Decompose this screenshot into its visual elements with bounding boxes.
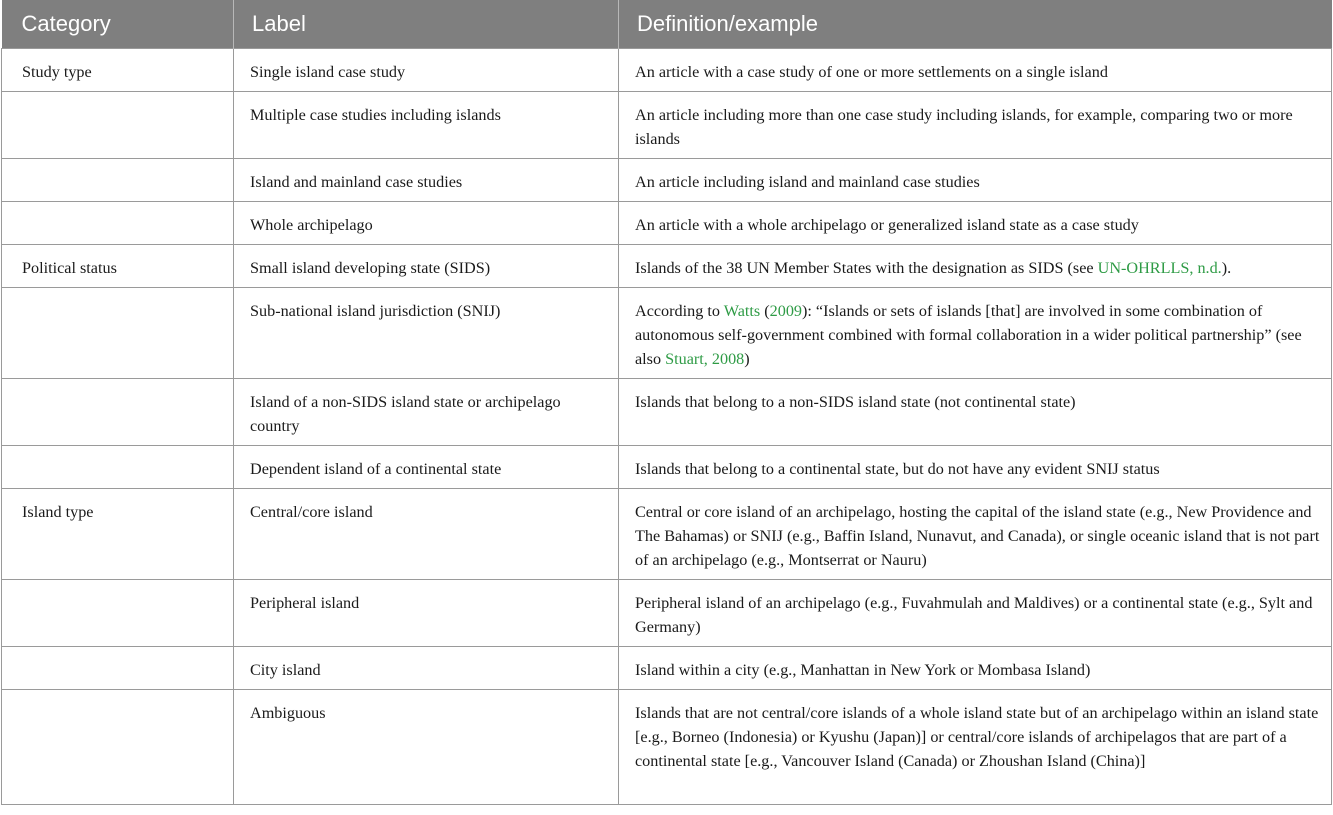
- table-header: [2, 0, 1332, 49]
- cell-category: [2, 580, 234, 647]
- cell-label: Ambiguous: [234, 690, 619, 805]
- table-row: [2, 159, 1332, 202]
- table-row: [2, 489, 1332, 580]
- cell-definition: [619, 245, 1332, 288]
- table-body: [2, 49, 1332, 805]
- cell-label: Central/core island: [234, 489, 619, 580]
- cell-category: [2, 379, 234, 446]
- cell-category: [2, 92, 234, 159]
- cell-category: [2, 288, 234, 379]
- cell-label: Single island case study: [234, 49, 619, 92]
- definition-text: ).: [1221, 259, 1232, 277]
- cell-category: [2, 647, 234, 690]
- cell-category: [2, 446, 234, 489]
- cell-category: Island type: [2, 489, 234, 580]
- header-definition: Definition/example: [619, 0, 1332, 49]
- cell-label: Dependent island of a continental state: [234, 446, 619, 489]
- header-label: Label: [234, 0, 619, 49]
- table-row: [2, 245, 1332, 288]
- definition-text: According to: [635, 302, 724, 320]
- reference-link-un-ohrlls[interactable]: UN-OHRLLS, n.d.: [1097, 259, 1222, 277]
- cell-category: Political status: [2, 245, 234, 288]
- cell-definition: [619, 288, 1332, 379]
- cell-definition: An article with a whole archipelago or generalized island state as a case study: [619, 202, 1332, 245]
- cell-definition: Island within a city (e.g., Manhattan in New York or Mombasa Island): [619, 647, 1332, 690]
- cell-label: Multiple case studies including islands: [234, 92, 619, 159]
- definition-text: Islands of the 38 UN Member States with the designation as SIDS (see: [635, 259, 1098, 277]
- cell-category: [2, 159, 234, 202]
- cell-definition: An article with a case study of one or more settlements on a single island: [619, 49, 1332, 92]
- cell-definition: Islands that belong to a continental state, but do not have any evident SNIJ status: [619, 446, 1332, 489]
- reference-link-watts[interactable]: Watts: [723, 302, 761, 320]
- cell-label: Island and mainland case studies: [234, 159, 619, 202]
- table-row: [2, 446, 1332, 489]
- table-row: [2, 288, 1332, 379]
- categories-table: [1, 0, 1332, 805]
- cell-definition: An article including island and mainland case studies: [619, 159, 1332, 202]
- table-row: [2, 379, 1332, 446]
- definition-text: (: [760, 302, 770, 320]
- cell-label: City island: [234, 647, 619, 690]
- cell-label: Peripheral island: [234, 580, 619, 647]
- cell-label: Island of a non-SIDS island state or archipelago country: [234, 379, 619, 446]
- header-category: Category: [2, 0, 234, 49]
- cell-label: Sub-national island jurisdiction (SNIJ): [234, 288, 619, 379]
- cell-label: Small island developing state (SIDS): [234, 245, 619, 288]
- table-row: [2, 92, 1332, 159]
- cell-definition: Islands that belong to a non-SIDS island state (not continental state): [619, 379, 1332, 446]
- cell-definition: Central or core island of an archipelago, hosting the capital of the island state (e.g., New Providence and The Bahamas) or SNIJ (e.g., Baffin Island, Nunavut, and Canada), or single oceanic island that is not part of an archipelago (e.g., Montserrat or Nauru): [619, 489, 1332, 580]
- cell-definition: An article including more than one case study including islands, for example, comparing two or more islands: [619, 92, 1332, 159]
- cell-category: Study type: [2, 49, 234, 92]
- cell-category: [2, 690, 234, 805]
- cell-label: Whole archipelago: [234, 202, 619, 245]
- table-row: [2, 647, 1332, 690]
- reference-link-stuart[interactable]: Stuart, 2008: [665, 350, 745, 368]
- table-row: [2, 580, 1332, 647]
- cell-definition: Peripheral island of an archipelago (e.g., Fuvahmulah and Maldives) or a continental state (e.g., Sylt and Germany): [619, 580, 1332, 647]
- reference-link-watts-year[interactable]: 2009: [769, 302, 802, 320]
- cell-definition: Islands that are not central/core islands of a whole island state but of an archipelago within an island state [e.g., Borneo (Indonesia) or Kyushu (Japan)] or central/core islands of archipelagos that are part of a continental state [e.g., Vancouver Island (Canada) or Zhoushan Island (China)]: [619, 690, 1332, 805]
- definition-text: ): [744, 350, 750, 368]
- table-row: [2, 690, 1332, 805]
- table-row: [2, 202, 1332, 245]
- definition-text: ): “Islands or sets of islands [that] are involved in some combination of autonomous self-government combined with formal collaboration in a wider political partnership” (see also: [635, 302, 1302, 368]
- table-row: [2, 49, 1332, 92]
- header-row: [2, 0, 1332, 49]
- cell-category: [2, 202, 234, 245]
